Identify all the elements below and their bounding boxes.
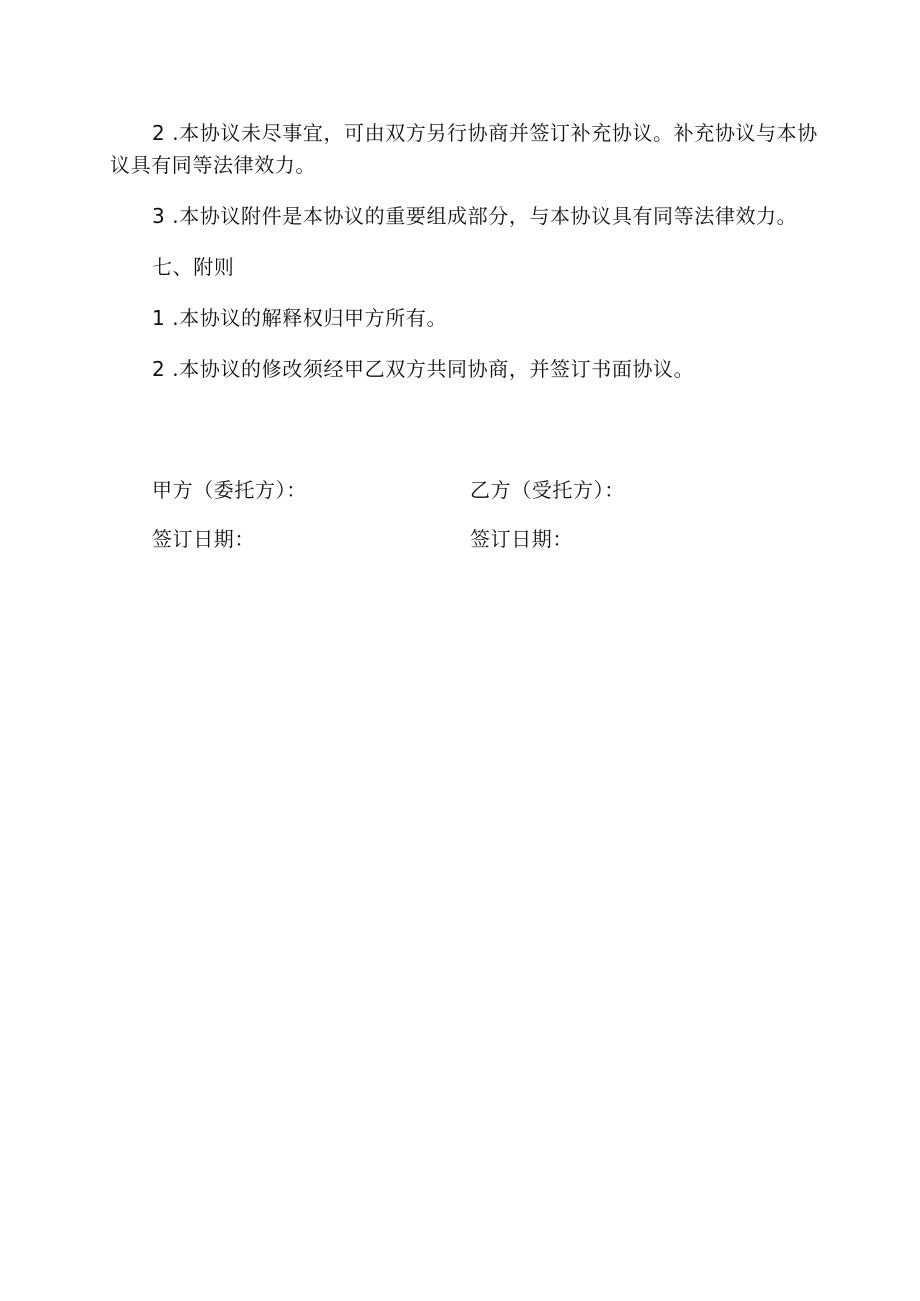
paragraph-supplementary-agreement: 2 .本协议未尽事宜，可由双方另行协商并签订补充协议。补充协议与本协议具有同等法律效力。 — [110, 121, 818, 177]
document-body — [110, 117, 820, 404]
paragraph-interpretation-right: 1 .本协议的解释权归甲方所有。 — [152, 306, 448, 330]
paragraph-attachments: 3 .本协议附件是本协议的重要组成部分，与本协议具有同等法律效力。 — [152, 204, 798, 228]
party-b-date-label: 签订日期： — [470, 527, 573, 551]
party-a-date-label: 签订日期： — [152, 527, 255, 551]
party-b-label: 乙方（受托方）： — [470, 478, 625, 502]
party-a-label: 甲方（委托方）： — [152, 478, 307, 502]
section-heading-supplementary-provisions: 七、附则 — [152, 255, 235, 279]
paragraph-modification: 2 .本协议的修改须经甲乙双方共同协商，并签订书面协议。 — [152, 357, 695, 381]
